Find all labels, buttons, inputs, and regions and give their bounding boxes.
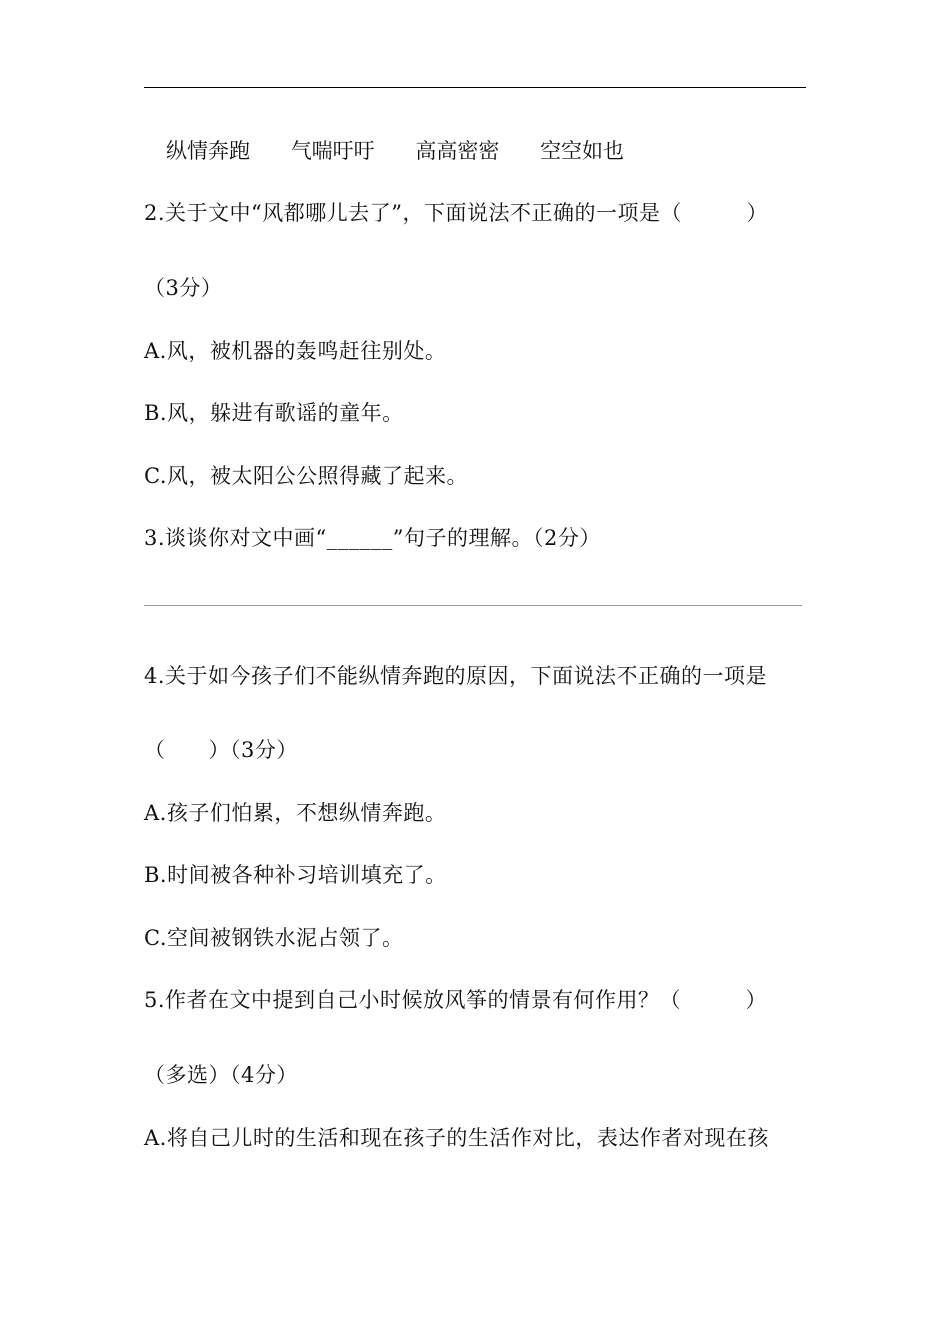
question-2-score: （3分） <box>144 276 223 300</box>
question-2-option-c: C.风，被太阳公公照得藏了起来。 <box>144 464 468 488</box>
answer-line <box>144 605 802 606</box>
question-5: 5.作者在文中提到自己小时候放风筝的情景有何作用？（ ） <box>144 988 768 1012</box>
question-2: 2.关于文中“风都哪儿去了”，下面说法不正确的一项是（ ） <box>144 201 769 225</box>
header-rule <box>144 87 806 88</box>
question-2-option-a: A.风，被机器的轰鸣赶往别处。 <box>144 339 447 363</box>
word-bank-item: 高高密密 <box>415 139 500 163</box>
question-4-option-a: A.孩子们怕累，不想纵情奔跑。 <box>144 801 447 825</box>
question-5-option-a: A.将自己儿时的生活和现在孩子的生活作对比，表达作者对现在孩 <box>144 1126 769 1150</box>
question-4-option-b: B.时间被各种补习培训填充了。 <box>144 863 447 887</box>
question-4-score: （ ）（3分） <box>144 738 298 762</box>
word-bank-item: 气喘吁吁 <box>290 139 375 163</box>
question-4-option-c: C.空间被钢铁水泥占领了。 <box>144 926 404 950</box>
question-4: 4.关于如今孩子们不能纵情奔跑的原因，下面说法不正确的一项是 <box>144 664 768 688</box>
word-bank-item: 空空如也 <box>540 139 625 163</box>
question-3: 3.谈谈你对文中画“______”句子的理解。（2分） <box>144 526 601 550</box>
question-2-option-b: B.风，躲进有歌谣的童年。 <box>144 401 404 425</box>
word-bank <box>166 137 658 165</box>
question-5-score: （多选）（4分） <box>144 1063 298 1087</box>
word-bank-item: 纵情奔跑 <box>166 139 250 163</box>
